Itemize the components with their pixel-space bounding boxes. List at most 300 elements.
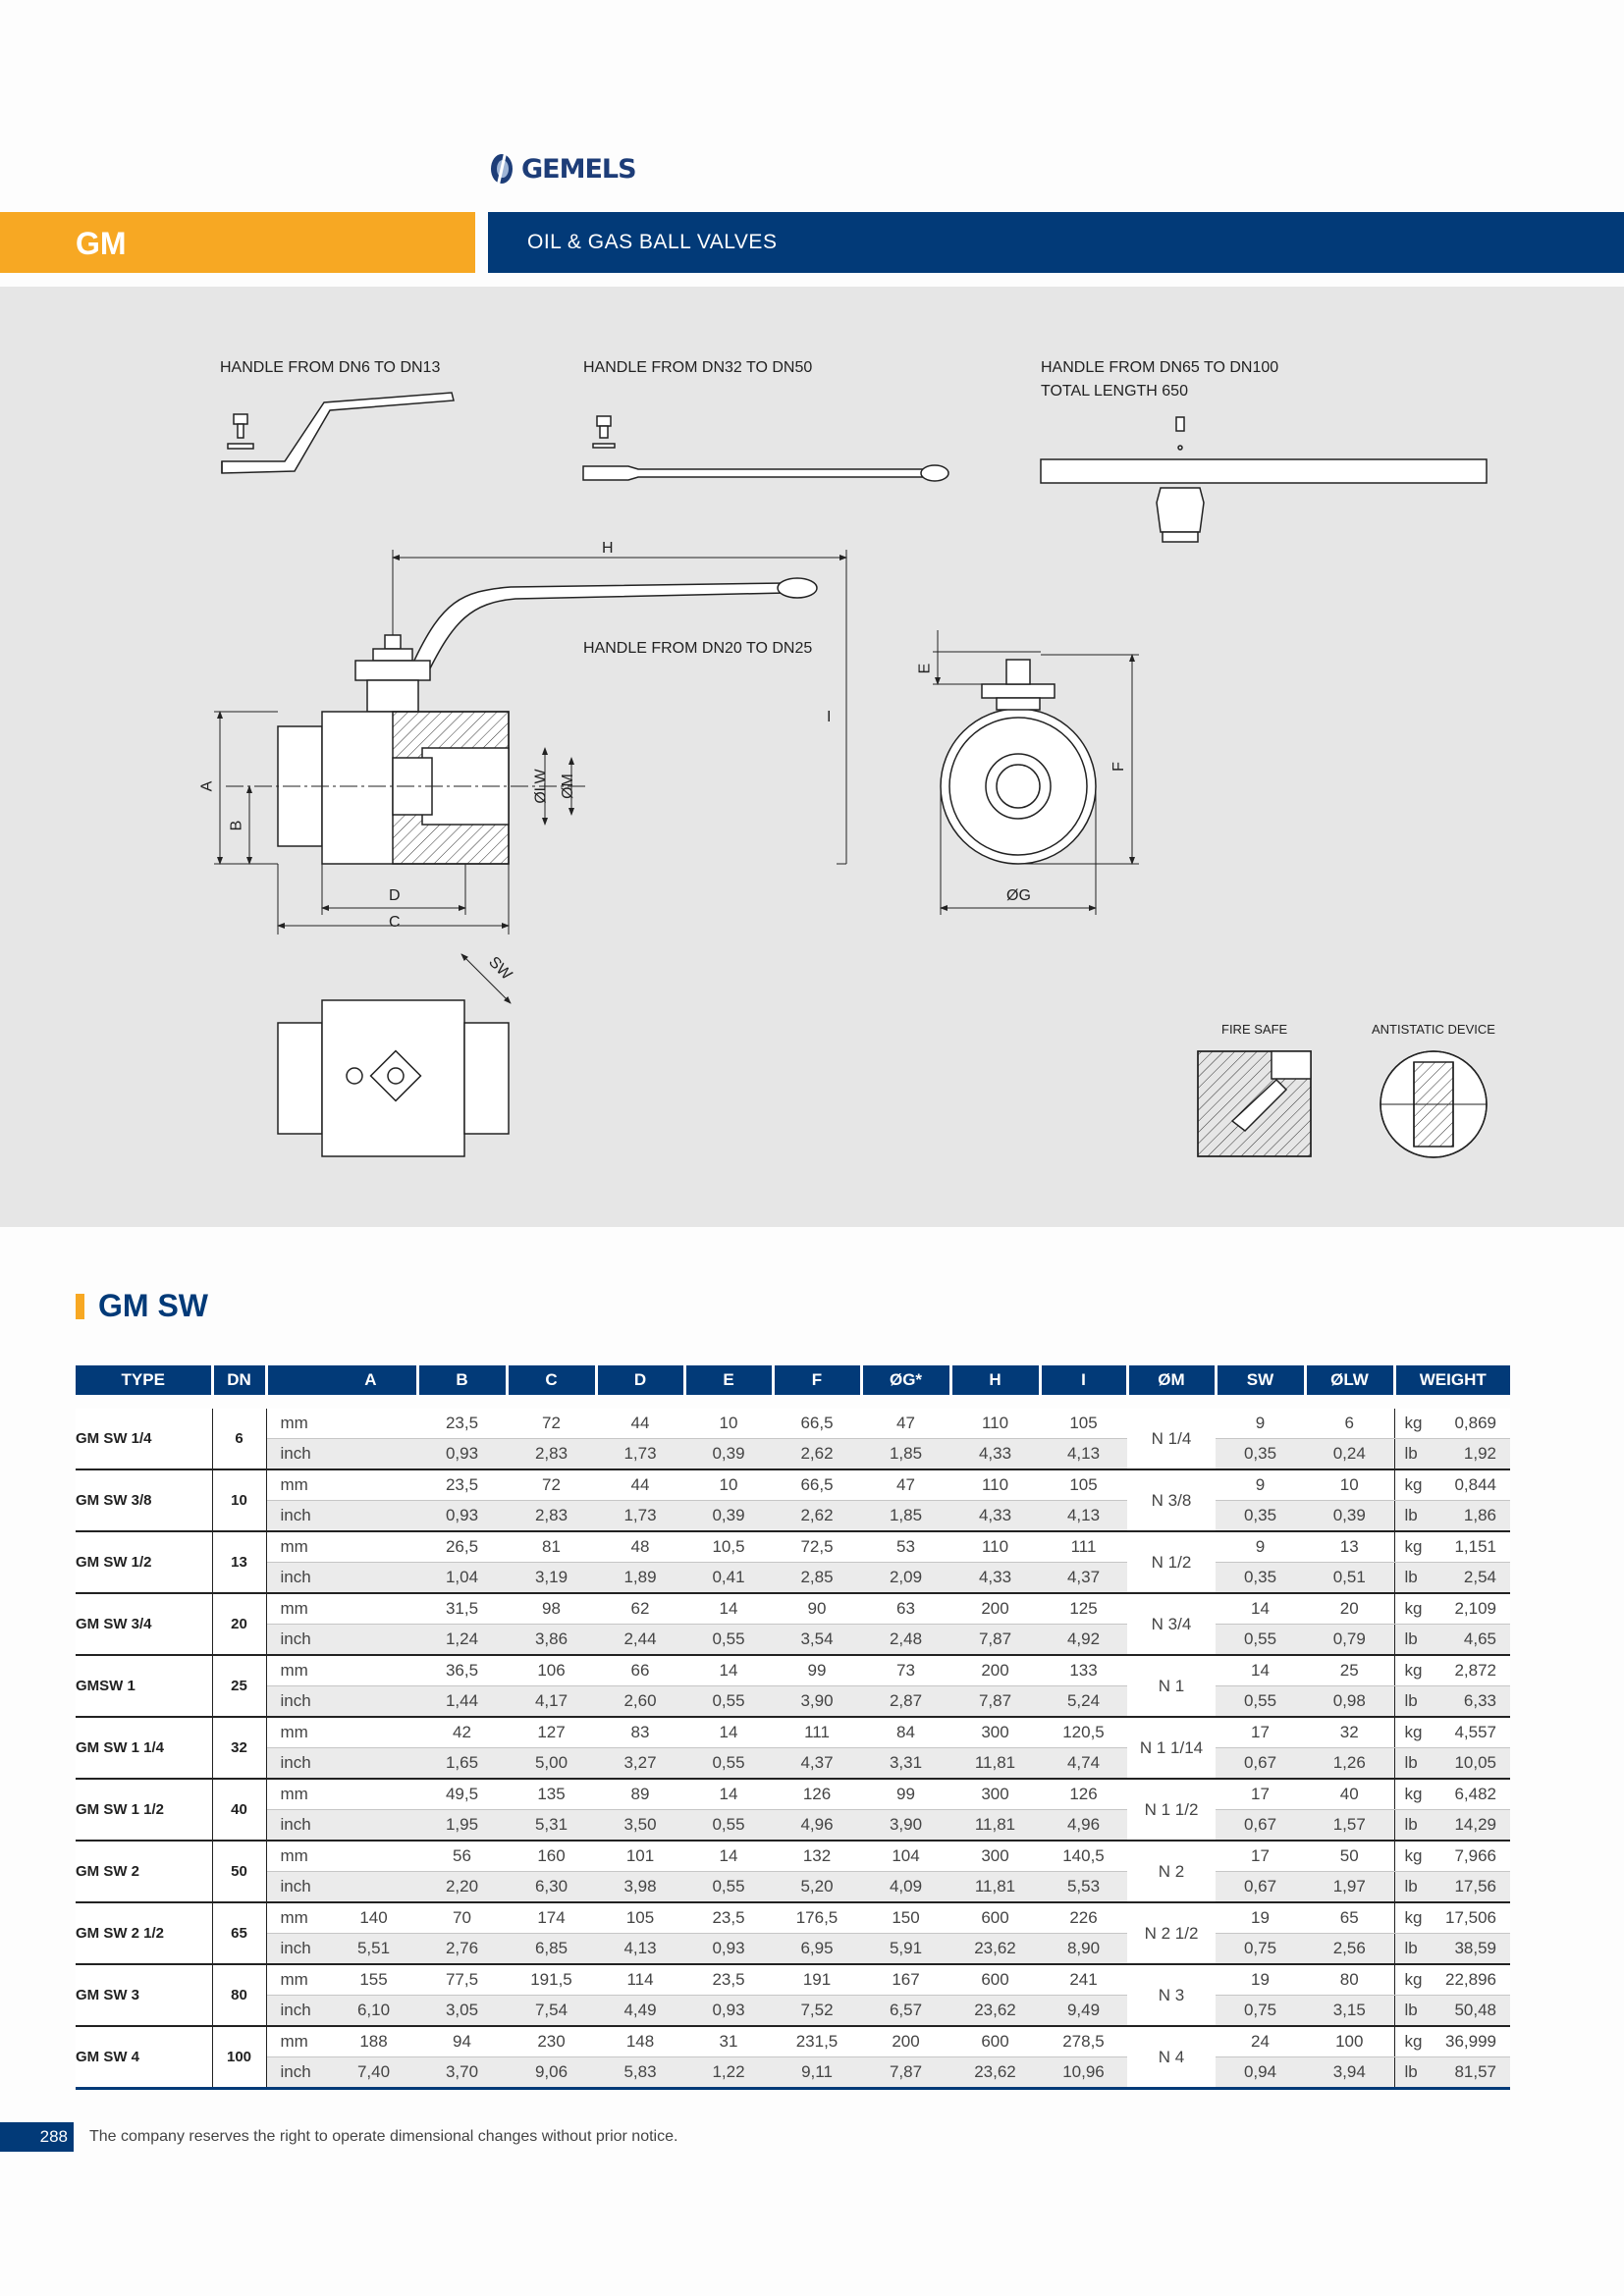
table-cell: 2,44	[596, 1625, 684, 1656]
table-row-inch	[76, 1686, 1510, 1718]
column-header: D	[596, 1365, 684, 1395]
table-cell: 14	[684, 1779, 773, 1810]
dim-a: A	[198, 780, 216, 792]
table-cell	[330, 1469, 417, 1501]
table-cell: 111	[1040, 1531, 1127, 1563]
thread-cell: N 4	[1127, 2026, 1216, 2089]
label-total-length: TOTAL LENGTH 650	[1041, 383, 1188, 400]
table-cell: 1,26	[1305, 1748, 1394, 1780]
unit-cell: inch	[266, 1996, 330, 2027]
table-cell: 110	[950, 1469, 1040, 1501]
table-cell: 4,74	[1040, 1748, 1127, 1780]
table-cell: 4,13	[1040, 1439, 1127, 1470]
unit-cell: mm	[266, 1964, 330, 1996]
table-cell: 0,35	[1216, 1563, 1305, 1594]
table-cell: 47	[861, 1469, 950, 1501]
dn-cell: 10	[212, 1469, 266, 1531]
type-cell: GM SW 3/4	[76, 1593, 212, 1655]
table-cell	[330, 1748, 417, 1780]
table-row-inch	[76, 1996, 1510, 2027]
dn-cell: 32	[212, 1717, 266, 1779]
column-header: DN	[212, 1365, 266, 1395]
table-cell: 17	[1216, 1717, 1305, 1748]
table-cell: 110	[950, 1531, 1040, 1563]
weight-lb: 1,86	[1432, 1501, 1510, 1532]
table-cell: 127	[507, 1717, 596, 1748]
table-cell: 0,55	[1216, 1686, 1305, 1718]
unit-cell: inch	[266, 1872, 330, 1903]
table-cell: 10	[684, 1469, 773, 1501]
dn-cell: 65	[212, 1902, 266, 1964]
table-cell: 2,48	[861, 1625, 950, 1656]
label-antistatic-device: ANTISTATIC DEVICE	[1372, 1022, 1495, 1037]
column-header: TYPE	[76, 1365, 212, 1395]
label-handle-dn20-dn25: HANDLE FROM DN20 TO DN25	[583, 640, 813, 657]
table-cell: 94	[417, 2026, 507, 2057]
weight-unit: kg	[1394, 1841, 1432, 1872]
table-cell: 1,65	[417, 1748, 507, 1780]
table-cell: 600	[950, 1902, 1040, 1934]
section-marker	[76, 1294, 84, 1319]
thread-cell: N 2 1/2	[1127, 1902, 1216, 1964]
dn-cell: 13	[212, 1531, 266, 1593]
table-cell: 53	[861, 1531, 950, 1563]
table-cell: 49,5	[417, 1779, 507, 1810]
valve-top-view	[278, 954, 511, 1156]
section-title	[76, 1288, 208, 1324]
weight-kg: 2,872	[1432, 1655, 1510, 1686]
table-cell: 2,09	[861, 1563, 950, 1594]
table-cell: 106	[507, 1655, 596, 1686]
table-cell: 4,13	[1040, 1501, 1127, 1532]
weight-unit: lb	[1394, 1625, 1432, 1656]
table-cell: 104	[861, 1841, 950, 1872]
table-cell: 120,5	[1040, 1717, 1127, 1748]
thread-cell: N 1/2	[1127, 1531, 1216, 1593]
table-cell: 4,96	[1040, 1810, 1127, 1842]
table-cell: 0,39	[684, 1439, 773, 1470]
type-cell: GMSW 1	[76, 1655, 212, 1717]
table-cell: 25	[1305, 1655, 1394, 1686]
table-cell: 241	[1040, 1964, 1127, 1996]
table-cell: 105	[1040, 1409, 1127, 1439]
table-cell: 56	[417, 1841, 507, 1872]
table-cell: 66,5	[773, 1469, 861, 1501]
category-title: OIL & GAS BALL VALVES	[527, 231, 778, 253]
table-cell: 73	[861, 1655, 950, 1686]
medium-handle-drawing	[583, 416, 948, 481]
table-cell: 23,5	[684, 1964, 773, 1996]
table-row-inch	[76, 1872, 1510, 1903]
dim-i: I	[827, 709, 832, 725]
table-cell: 191,5	[507, 1964, 596, 1996]
table-cell: 5,20	[773, 1872, 861, 1903]
dn-cell: 20	[212, 1593, 266, 1655]
table-cell: 2,20	[417, 1872, 507, 1903]
valve-side-section	[214, 550, 846, 934]
column-header: ØM	[1127, 1365, 1216, 1395]
table-cell: 84	[861, 1717, 950, 1748]
table-cell: 4,13	[596, 1934, 684, 1965]
table-cell: 3,15	[1305, 1996, 1394, 2027]
unit-cell: mm	[266, 1531, 330, 1563]
table-cell: 10,96	[1040, 2057, 1127, 2089]
weight-unit: kg	[1394, 1902, 1432, 1934]
dim-b: B	[228, 820, 245, 831]
table-cell: 11,81	[950, 1872, 1040, 1903]
table-cell: 1,44	[417, 1686, 507, 1718]
table-cell: 105	[596, 1902, 684, 1934]
table-cell: 0,55	[684, 1686, 773, 1718]
category-banner	[488, 212, 1624, 273]
table-cell: 9,49	[1040, 1996, 1127, 2027]
weight-kg: 36,999	[1432, 2026, 1510, 2057]
table-cell: 4,49	[596, 1996, 684, 2027]
table-row-inch	[76, 2057, 1510, 2089]
table-cell: 0,39	[684, 1501, 773, 1532]
table-cell: 23,5	[684, 1902, 773, 1934]
table-cell: 300	[950, 1779, 1040, 1810]
weight-unit: lb	[1394, 2057, 1432, 2089]
table-row-mm	[76, 1779, 1510, 1810]
table-cell: 48	[596, 1531, 684, 1563]
table-cell: 105	[1040, 1469, 1127, 1501]
table-cell: 3,98	[596, 1872, 684, 1903]
table-cell: 2,62	[773, 1439, 861, 1470]
table-cell: 90	[773, 1593, 861, 1625]
thread-cell: N 3/4	[1127, 1593, 1216, 1655]
table-cell: 600	[950, 2026, 1040, 2057]
table-cell: 23,62	[950, 2057, 1040, 2089]
small-handle-drawing	[222, 393, 454, 473]
table-cell: 44	[596, 1469, 684, 1501]
weight-lb: 38,59	[1432, 1934, 1510, 1965]
dim-m: ØM	[559, 774, 576, 799]
table-cell: 0,55	[684, 1625, 773, 1656]
table-cell	[330, 1501, 417, 1532]
table-row-inch	[76, 1563, 1510, 1594]
table-cell: 72	[507, 1469, 596, 1501]
table-row-mm	[76, 1841, 1510, 1872]
table-cell: 77,5	[417, 1964, 507, 1996]
table-cell: 2,62	[773, 1501, 861, 1532]
table-cell	[330, 1717, 417, 1748]
table-cell: 50	[1305, 1841, 1394, 1872]
table-row-inch	[76, 1501, 1510, 1532]
unit-cell: inch	[266, 1439, 330, 1470]
table-cell: 126	[773, 1779, 861, 1810]
table-cell: 7,87	[950, 1625, 1040, 1656]
table-cell: 0,41	[684, 1563, 773, 1594]
table-cell: 81	[507, 1531, 596, 1563]
column-header: WEIGHT	[1394, 1365, 1510, 1395]
weight-unit: lb	[1394, 1872, 1432, 1903]
table-cell: 4,96	[773, 1810, 861, 1842]
column-header: SW	[1216, 1365, 1305, 1395]
table-cell: 0,67	[1216, 1748, 1305, 1780]
table-cell: 26,5	[417, 1531, 507, 1563]
weight-unit: kg	[1394, 1717, 1432, 1748]
table-cell: 66,5	[773, 1409, 861, 1439]
table-cell: 63	[861, 1593, 950, 1625]
table-cell: 1,85	[861, 1501, 950, 1532]
label-fire-safe: FIRE SAFE	[1221, 1022, 1288, 1037]
weight-unit: kg	[1394, 1409, 1432, 1439]
weight-kg: 0,844	[1432, 1469, 1510, 1501]
table-cell: 3,54	[773, 1625, 861, 1656]
dn-cell: 40	[212, 1779, 266, 1841]
table-cell	[330, 1872, 417, 1903]
table-cell: 3,19	[507, 1563, 596, 1594]
table-cell: 70	[417, 1902, 507, 1934]
table-cell: 3,31	[861, 1748, 950, 1780]
table-cell: 1,22	[684, 2057, 773, 2089]
unit-cell: mm	[266, 1409, 330, 1439]
table-cell: 24	[1216, 2026, 1305, 2057]
series-banner	[0, 212, 475, 273]
table-cell: 3,90	[861, 1810, 950, 1842]
table-cell: 140,5	[1040, 1841, 1127, 1872]
unit-cell: inch	[266, 1810, 330, 1842]
table-cell: 44	[596, 1409, 684, 1439]
table-row-inch	[76, 1625, 1510, 1656]
technical-drawing	[0, 287, 1624, 1227]
table-cell: 4,33	[950, 1439, 1040, 1470]
table-cell: 31	[684, 2026, 773, 2057]
table-cell: 0,55	[684, 1810, 773, 1842]
dn-cell: 25	[212, 1655, 266, 1717]
table-cell: 5,51	[330, 1934, 417, 1965]
column-header: H	[950, 1365, 1040, 1395]
disclaimer: The company reserves the right to operate dimensional changes without prior notice.	[89, 2128, 678, 2145]
table-cell: 99	[861, 1779, 950, 1810]
table-cell: 19	[1216, 1902, 1305, 1934]
dim-f: F	[1110, 762, 1127, 772]
table-cell	[330, 1841, 417, 1872]
unit-cell: mm	[266, 1841, 330, 1872]
table-cell: 167	[861, 1964, 950, 1996]
weight-unit: kg	[1394, 1593, 1432, 1625]
type-cell: GM SW 1 1/2	[76, 1779, 212, 1841]
table-cell: 7,54	[507, 1996, 596, 2027]
table-cell: 47	[861, 1409, 950, 1439]
table-cell: 1,73	[596, 1501, 684, 1532]
table-cell: 0,35	[1216, 1439, 1305, 1470]
table-cell	[330, 1439, 417, 1470]
table-cell: 188	[330, 2026, 417, 2057]
table-cell: 0,93	[417, 1439, 507, 1470]
table-cell: 4,37	[1040, 1563, 1127, 1594]
table-cell: 7,52	[773, 1996, 861, 2027]
table-cell: 5,53	[1040, 1872, 1127, 1903]
table-cell: 1,85	[861, 1439, 950, 1470]
table-cell: 9	[1216, 1531, 1305, 1563]
table-cell: 13	[1305, 1531, 1394, 1563]
table-row-mm	[76, 1964, 1510, 1996]
table-cell: 125	[1040, 1593, 1127, 1625]
antistatic-detail	[1380, 1051, 1487, 1157]
table-cell: 148	[596, 2026, 684, 2057]
unit-cell: mm	[266, 1717, 330, 1748]
table-cell: 9	[1216, 1409, 1305, 1439]
table-cell: 6,95	[773, 1934, 861, 1965]
table-cell: 10	[684, 1409, 773, 1439]
table-cell: 226	[1040, 1902, 1127, 1934]
weight-lb: 4,65	[1432, 1625, 1510, 1656]
column-header: E	[684, 1365, 773, 1395]
table-cell: 174	[507, 1902, 596, 1934]
thread-cell: N 1/4	[1127, 1409, 1216, 1469]
table-cell: 23,62	[950, 1996, 1040, 2027]
dim-sw: SW	[485, 953, 515, 984]
table-cell	[330, 1686, 417, 1718]
table-cell: 4,33	[950, 1501, 1040, 1532]
section-title-text: GM SW	[98, 1288, 208, 1323]
weight-kg: 1,151	[1432, 1531, 1510, 1563]
type-cell: GM SW 1 1/4	[76, 1717, 212, 1779]
table-cell: 1,57	[1305, 1810, 1394, 1842]
table-cell: 0,93	[417, 1501, 507, 1532]
table-cell: 9	[1216, 1469, 1305, 1501]
table-cell: 10	[1305, 1469, 1394, 1501]
dim-lw: ØLW	[532, 769, 550, 804]
column-header: B	[417, 1365, 507, 1395]
table-row-inch	[76, 1748, 1510, 1780]
column-header: ØG*	[861, 1365, 950, 1395]
weight-unit: lb	[1394, 1501, 1432, 1532]
table-cell: 231,5	[773, 2026, 861, 2057]
type-cell: GM SW 4	[76, 2026, 212, 2089]
weight-lb: 81,57	[1432, 2057, 1510, 2089]
weight-unit: kg	[1394, 2026, 1432, 2057]
table-cell: 300	[950, 1717, 1040, 1748]
table-cell	[330, 1563, 417, 1594]
table-cell: 3,70	[417, 2057, 507, 2089]
table-cell: 200	[950, 1593, 1040, 1625]
weight-unit: kg	[1394, 1655, 1432, 1686]
weight-unit: lb	[1394, 1439, 1432, 1470]
table-cell	[330, 1593, 417, 1625]
weight-unit: lb	[1394, 1810, 1432, 1842]
table-cell: 2,76	[417, 1934, 507, 1965]
weight-unit: lb	[1394, 1996, 1432, 2027]
weight-lb: 14,29	[1432, 1810, 1510, 1842]
table-cell: 135	[507, 1779, 596, 1810]
unit-cell: inch	[266, 1501, 330, 1532]
table-cell: 72,5	[773, 1531, 861, 1563]
table-cell: 2,56	[1305, 1934, 1394, 1965]
table-cell: 5,91	[861, 1934, 950, 1965]
table-cell: 4,17	[507, 1686, 596, 1718]
table-cell: 0,35	[1216, 1501, 1305, 1532]
table-row-mm	[76, 1593, 1510, 1625]
weight-unit: lb	[1394, 1563, 1432, 1594]
weight-lb: 1,92	[1432, 1439, 1510, 1470]
table-cell: 3,50	[596, 1810, 684, 1842]
weight-kg: 6,482	[1432, 1779, 1510, 1810]
table-cell: 5,24	[1040, 1686, 1127, 1718]
weight-unit: kg	[1394, 1469, 1432, 1501]
column-header: F	[773, 1365, 861, 1395]
table-cell: 83	[596, 1717, 684, 1748]
table-cell: 62	[596, 1593, 684, 1625]
type-cell: GM SW 1/2	[76, 1531, 212, 1593]
table-cell: 0,55	[1216, 1625, 1305, 1656]
unit-cell: mm	[266, 1655, 330, 1686]
table-cell: 14	[1216, 1593, 1305, 1625]
dn-cell: 50	[212, 1841, 266, 1902]
column-header: ØLW	[1305, 1365, 1394, 1395]
table-cell: 1,95	[417, 1810, 507, 1842]
table-cell: 23,62	[950, 1934, 1040, 1965]
weight-kg: 2,109	[1432, 1593, 1510, 1625]
weight-lb: 10,05	[1432, 1748, 1510, 1780]
table-cell: 110	[950, 1409, 1040, 1439]
table-cell: 278,5	[1040, 2026, 1127, 2057]
table-cell: 2,60	[596, 1686, 684, 1718]
fire-safe-detail	[1198, 1051, 1311, 1156]
table-cell	[330, 1655, 417, 1686]
unit-cell: inch	[266, 1686, 330, 1718]
column-header: C	[507, 1365, 596, 1395]
table-cell: 101	[596, 1841, 684, 1872]
table-cell: 4,09	[861, 1872, 950, 1903]
table-cell: 300	[950, 1841, 1040, 1872]
table-cell: 14	[684, 1717, 773, 1748]
table-cell: 19	[1216, 1964, 1305, 1996]
table-cell: 200	[950, 1655, 1040, 1686]
table-cell: 40	[1305, 1779, 1394, 1810]
table-cell: 6,10	[330, 1996, 417, 2027]
table-cell: 0,75	[1216, 1934, 1305, 1965]
table-cell: 10,5	[684, 1531, 773, 1563]
type-cell: GM SW 1/4	[76, 1409, 212, 1469]
table-row-mm	[76, 1655, 1510, 1686]
table-cell: 0,79	[1305, 1625, 1394, 1656]
table-cell: 1,24	[417, 1625, 507, 1656]
table-cell: 150	[861, 1902, 950, 1934]
table-cell: 72	[507, 1409, 596, 1439]
table-cell: 7,87	[950, 1686, 1040, 1718]
table-cell: 6,57	[861, 1996, 950, 2027]
table-row-inch	[76, 1439, 1510, 1470]
series-code: GM	[76, 226, 127, 261]
table-cell: 1,04	[417, 1563, 507, 1594]
weight-unit: kg	[1394, 1964, 1432, 1996]
weight-kg: 4,557	[1432, 1717, 1510, 1748]
unit-cell: mm	[266, 1469, 330, 1501]
unit-cell: inch	[266, 1625, 330, 1656]
logo-text: GEMELS	[521, 153, 636, 185]
logo-swirl-icon	[488, 149, 517, 188]
weight-kg: 7,966	[1432, 1841, 1510, 1872]
table-cell: 2,87	[861, 1686, 950, 1718]
table-cell: 111	[773, 1717, 861, 1748]
table-cell: 23,5	[417, 1469, 507, 1501]
table-cell: 9,11	[773, 2057, 861, 2089]
table-header-row	[76, 1365, 1510, 1395]
table-cell: 155	[330, 1964, 417, 1996]
dn-cell: 80	[212, 1964, 266, 2026]
gemels-logo	[488, 149, 636, 188]
table-cell: 3,94	[1305, 2057, 1394, 2089]
dim-d: D	[389, 887, 401, 904]
table-cell: 1,97	[1305, 1872, 1394, 1903]
table-cell: 5,00	[507, 1748, 596, 1780]
table-cell: 14	[684, 1593, 773, 1625]
valve-front-view	[933, 630, 1139, 915]
footer	[0, 2122, 677, 2152]
